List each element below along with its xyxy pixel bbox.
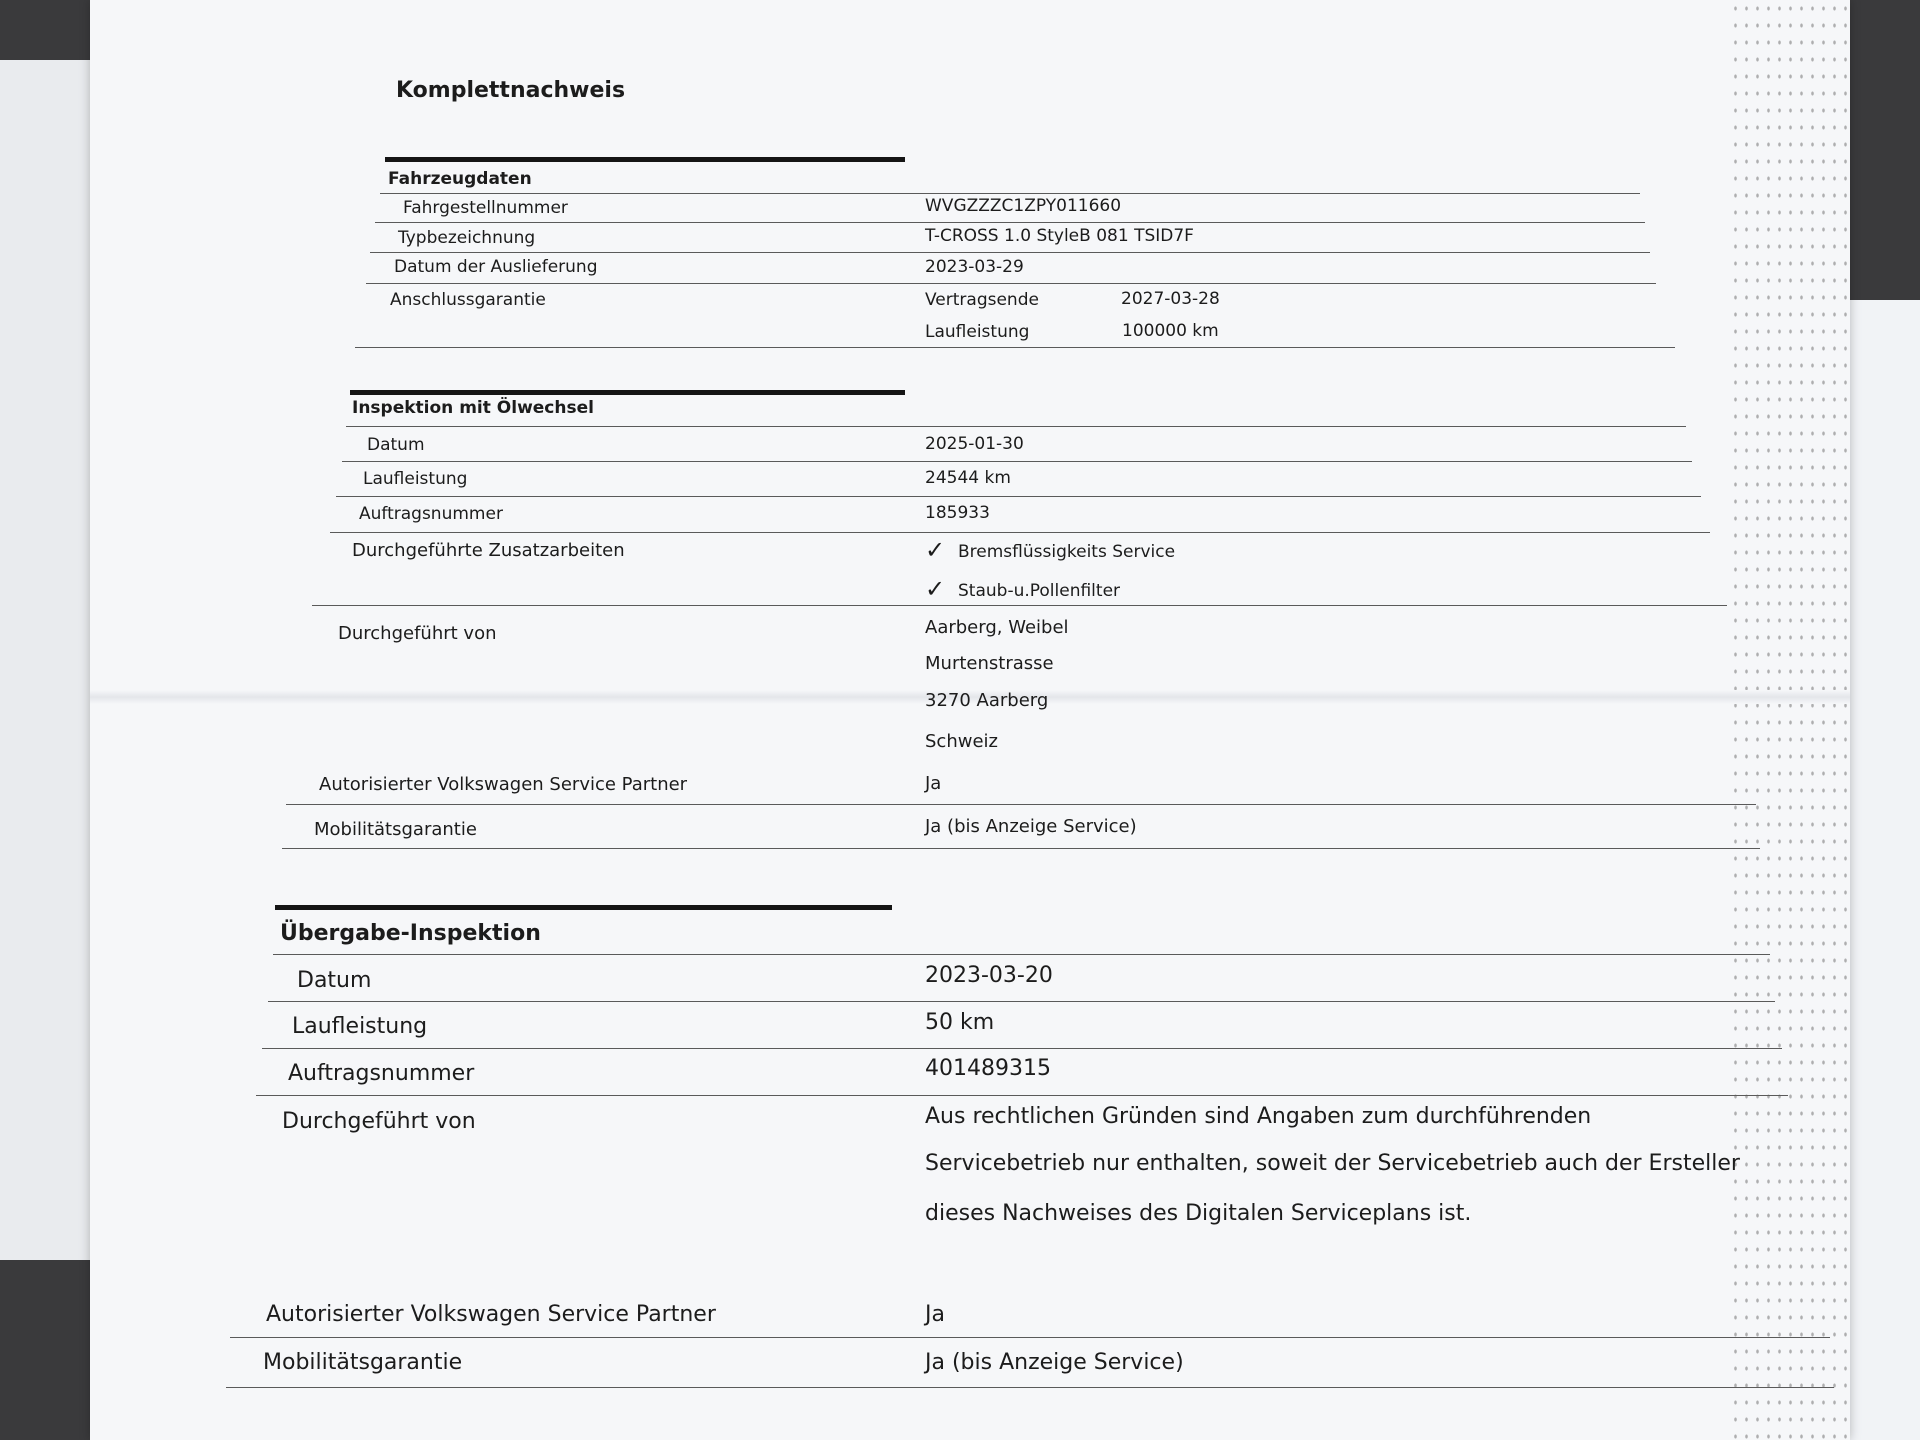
value-vertragsende: 2027-03-28 [1121,289,1220,309]
section-title-inspektion: Inspektion mit Ölwechsel [352,398,594,418]
rule [370,252,1650,253]
rule [286,804,1756,805]
label-laufleistung: Laufleistung [292,1014,428,1039]
label-auftragsnummer: Auftragsnummer [359,504,503,524]
section-title-uebergabe: Übergabe-Inspektion [280,921,541,946]
label-laufleistung: Laufleistung [363,469,468,489]
value-datum-auslieferung: 2023-03-29 [925,257,1024,277]
rule [273,954,1770,955]
value-mobilitaetsgarantie: Ja (bis Anzeige Service) [925,1350,1184,1375]
label-datum: Datum [367,435,425,455]
address-line: Schweiz [925,731,998,752]
rule [366,283,1656,284]
label-datum: Datum [297,968,372,993]
label-mobilitaetsgarantie: Mobilitätsgarantie [263,1350,463,1375]
rule [282,848,1760,849]
address-line: 3270 Aarberg [925,690,1049,711]
section-bar-uebergabe [275,905,892,910]
label-typbezeichnung: Typbezeichnung [398,228,536,248]
label-durchgefuehrt-von: Durchgeführt von [338,623,497,644]
label-vertragsende: Vertragsende [925,290,1039,310]
rule [380,193,1640,194]
label-service-partner: Autorisierter Volkswagen Service Partner [319,774,688,795]
rule [268,1001,1775,1002]
value-auftragsnummer: 185933 [925,503,990,523]
document-page [90,0,1850,1440]
value-typbezeichnung: T-CROSS 1.0 StyleB 081 TSID7F [925,226,1194,246]
printer-speckle-edge [1730,0,1850,1440]
rule [256,1095,1788,1096]
label-durchgefuehrt-von: Durchgeführt von [282,1109,476,1134]
rule [355,347,1675,348]
rule [330,532,1710,533]
checkmark-icon: ✓ [925,575,946,603]
rule [312,605,1727,606]
section-bar-fahrzeugdaten [385,157,905,162]
rule [226,1387,1834,1388]
value-datum: 2023-03-20 [925,963,1053,988]
label-mobilitaetsgarantie: Mobilitätsgarantie [314,819,477,840]
legal-note-line: Aus rechtlichen Gründen sind Angaben zum durchführenden [925,1104,1592,1129]
label-anschlussgarantie: Anschlussgarantie [390,290,546,310]
document-title: Komplettnachweis [396,78,626,103]
zusatzarbeit-item: Bremsflüssigkeits Service [958,542,1176,562]
rule [336,496,1701,497]
rule [346,426,1686,427]
address-line: Murtenstrasse [925,653,1054,674]
zusatzarbeit-item: Staub-u.Pollenfilter [958,581,1121,601]
label-datum-auslieferung: Datum der Auslieferung [394,257,598,277]
rule [262,1048,1782,1049]
label-service-partner: Autorisierter Volkswagen Service Partner [266,1302,716,1327]
rule [375,222,1645,223]
rule [230,1337,1830,1338]
value-laufleistung-garantie: 100000 km [1122,321,1219,341]
label-zusatzarbeiten: Durchgeführte Zusatzarbeiten [352,540,625,561]
value-laufleistung: 24544 km [925,468,1011,488]
value-mobilitaetsgarantie: Ja (bis Anzeige Service) [925,816,1137,837]
value-datum: 2025-01-30 [925,434,1024,454]
label-auftragsnummer: Auftragsnummer [288,1061,475,1086]
legal-note-line: Servicebetrieb nur enthalten, soweit der Servicebetrieb auch der Ersteller [925,1151,1740,1176]
label-fahrgestellnummer: Fahrgestellnummer [403,198,568,218]
value-laufleistung: 50 km [925,1010,995,1035]
checkmark-icon: ✓ [925,536,946,564]
section-bar-inspektion [350,390,905,395]
value-service-partner: Ja [925,1302,945,1327]
section-title-fahrzeugdaten: Fahrzeugdaten [388,169,532,189]
rule [342,461,1692,462]
address-line: Aarberg, Weibel [925,617,1069,638]
value-auftragsnummer: 401489315 [925,1056,1051,1081]
label-laufleistung-garantie: Laufleistung [925,322,1030,342]
legal-note-line: dieses Nachweises des Digitalen Serviceplans ist. [925,1201,1472,1226]
value-fahrgestellnummer: WVGZZZC1ZPY011660 [925,196,1122,216]
value-service-partner: Ja [925,773,942,794]
